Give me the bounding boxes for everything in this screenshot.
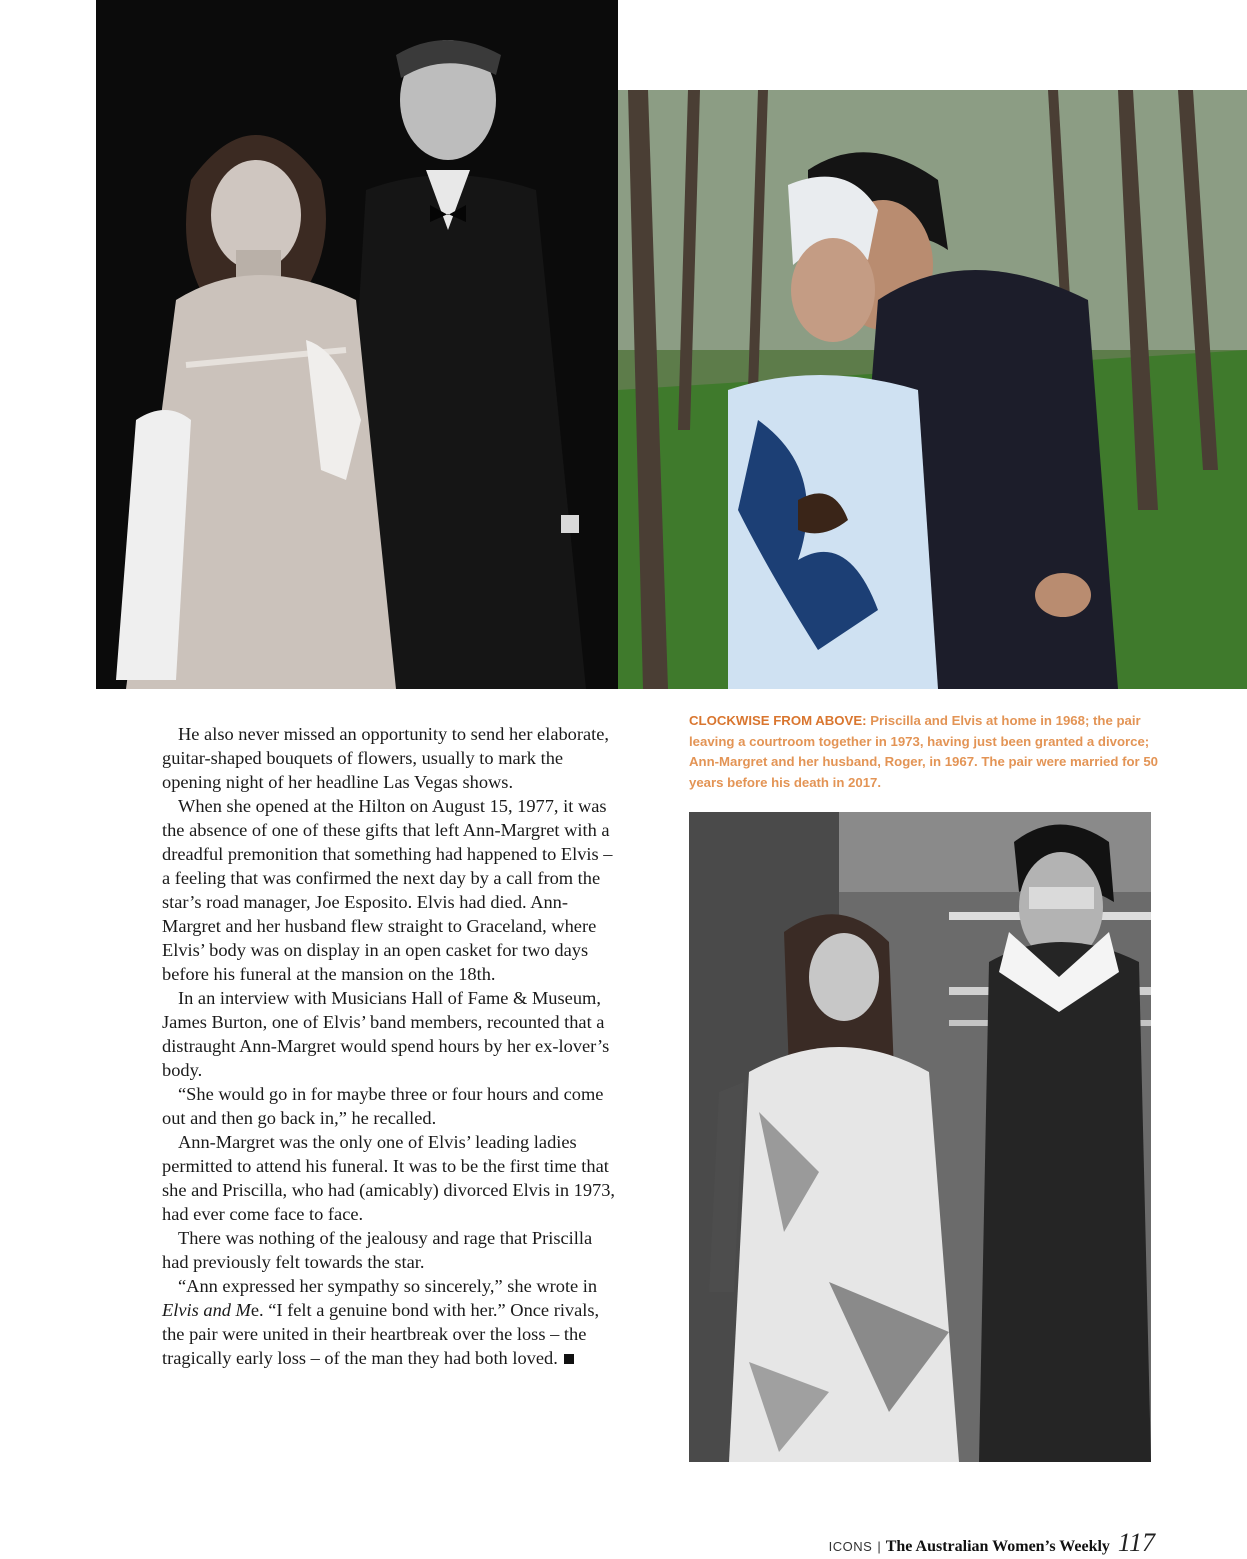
caption-lead: CLOCKWISE FROM ABOVE: <box>689 713 867 728</box>
photo-priscilla-and-elvis-1968-image <box>618 90 1247 689</box>
caption-text: Priscilla and Elvis at home in 1968; the pair leaving a courtroom together in 1973, having just been granted a divorce; Ann-Margret and her husband, Roger, in 1967. The pair were married for 50 years before his death in 2017. <box>689 713 1159 790</box>
photo-caption <box>689 711 1159 793</box>
article-body <box>162 722 622 1370</box>
photo-ann-margret-and-roger-image <box>96 0 618 689</box>
article-paragraph: Ann-Margret was the only one of Elvis’ leading ladies permitted to attend his funeral. It was to be the first time that she and Priscilla, who had (amicably) divorced Elvis in 1973, had ever come face to face. <box>162 1132 616 1224</box>
final-text-start: “Ann expressed her sympathy so sincerely,” she wrote in <box>178 1276 598 1296</box>
photo-ann-margret-and-roger <box>96 0 618 689</box>
photo-priscilla-and-elvis-1968 <box>618 90 1247 689</box>
end-mark-icon <box>564 1354 574 1364</box>
article-paragraph: There was nothing of the jealousy and rage that Priscilla had previously felt towards the star. <box>162 1228 593 1272</box>
photo-priscilla-and-elvis-1973-image <box>689 812 1151 1462</box>
page-number: 117 <box>1117 1528 1155 1557</box>
footer-separator: | <box>877 1539 881 1554</box>
article-paragraph-final <box>162 1274 622 1370</box>
article-paragraph: In an interview with Musicians Hall of Fame & Museum, James Burton, one of Elvis’ band members, recounted that a distraught Ann-Margret would spend hours by her ex-lover’s body. <box>162 988 610 1080</box>
section-label: ICONS <box>828 1539 873 1554</box>
magazine-title: The Australian Women’s Weekly <box>885 1538 1110 1555</box>
book-title: Elvis and M <box>162 1300 251 1320</box>
article-paragraph: He also never missed an opportunity to send her elaborate, guitar-shaped bouquets of flowers, usually to mark the opening night of her headline Las Vegas shows. <box>162 724 610 792</box>
article-paragraph: When she opened at the Hilton on August 15, 1977, it was the absence of one of these gifts that left Ann-Margret with a dreadful premonition that something had happened to Elvis – a feeling that was confirmed the next day by a call from the star’s road manager, Joe Esposito. Elvis had died. Ann-Margret and her husband flew straight to Graceland, where Elvis’ body was on display in an open casket for two days before his funeral at the mansion on the 18th. <box>162 796 613 984</box>
photo-priscilla-and-elvis-1973 <box>689 812 1151 1462</box>
page-footer <box>829 1528 1155 1558</box>
article-paragraph: “She would go in for maybe three or four hours and come out and then go back in,” he recalled. <box>162 1084 604 1128</box>
final-text-end: e. “I felt a genuine bond with her.” Once rivals, the pair were united in their heartbreak over the loss – the tragically early loss – of the man they had both loved. <box>162 1300 600 1368</box>
